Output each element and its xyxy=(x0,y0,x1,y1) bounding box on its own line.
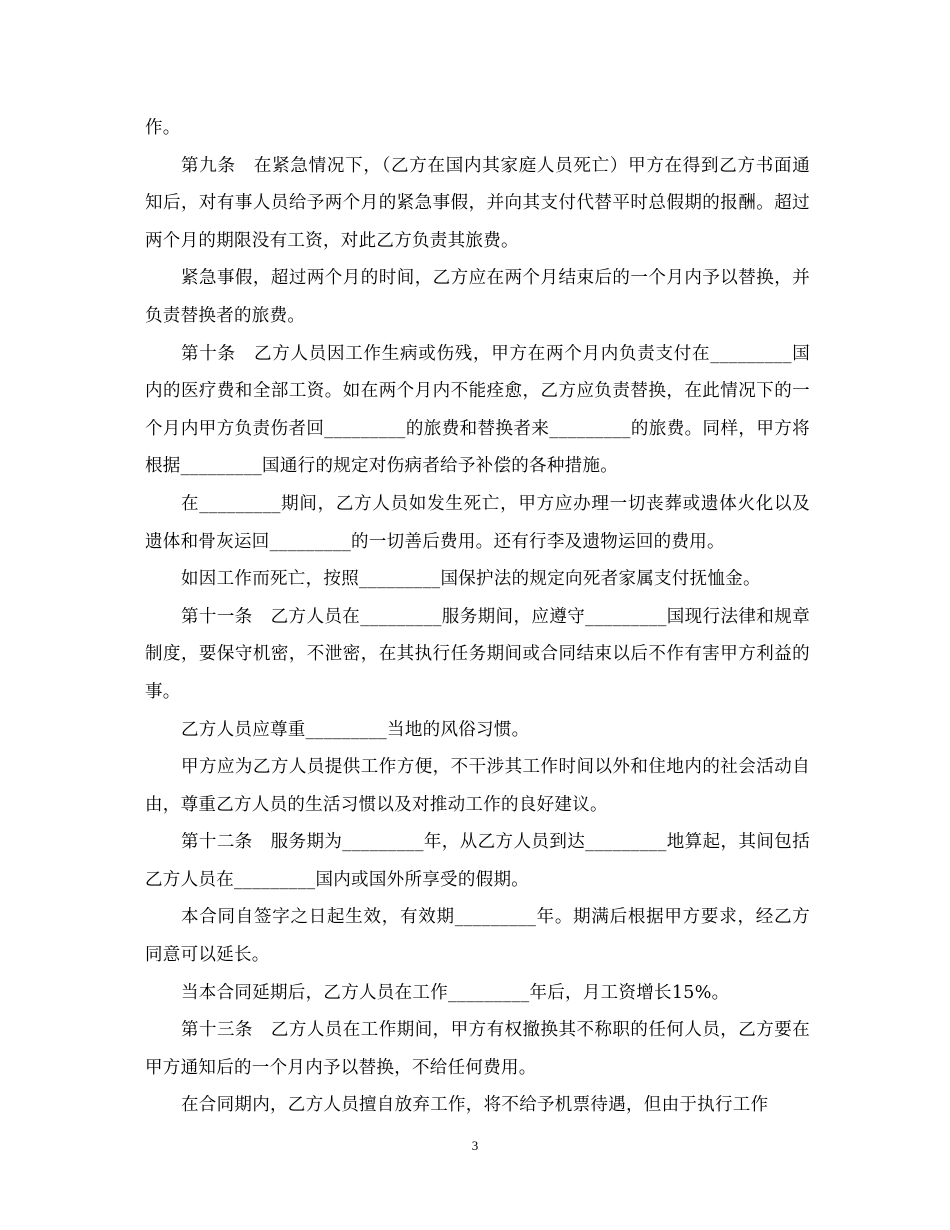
paragraph: 本合同自签字之日起生效，有效期_________年。期满后根据甲方要求，经乙方同意可以延长。 xyxy=(145,907,810,966)
paragraph: 如因工作而死亡，按照_________国保护法的规定向死者家属支付抚恤金。 xyxy=(181,569,761,590)
paragraph: 第十条 乙方人员因工作生病或伤残，甲方在两个月内负责支付在_________国内的医疗费和全部工资。如在两个月内不能痊愈，乙方应负责替换，在此情况下的一个月内甲方负责伤者回_________的旅费和替换者来_________的旅费。同样，甲方将根据_________国通行的规定对伤病者给予补偿的各种措施。 xyxy=(145,343,810,477)
paragraph: 第十三条 乙方人员在工作期间，甲方有权撤换其不称职的任何人员，乙方要在甲方通知后的一个月内予以替换，不给任何费用。 xyxy=(145,1020,810,1078)
paragraph: 作。 xyxy=(145,118,181,138)
page-number: 3 xyxy=(471,1138,479,1153)
paragraph: 在合同期内，乙方人员擅自放弃工作，将不给予机票待遇，但由于执行工作 xyxy=(181,1095,769,1116)
paragraph: 在_________期间，乙方人员如发生死亡，甲方应办理一切丧葬或遗体火化以及遗体和骨灰运回_________的一切善后费用。还有行李及遗物运回的费用。 xyxy=(145,493,810,552)
paragraph: 第十一条 乙方人员在_________服务期间，应遵守_________国现行法律和规章制度，要保守机密，不泄密，在其执行任务期间或合同结束以后不作有害甲方利益的事。 xyxy=(145,606,810,702)
paragraph: 甲方应为乙方人员提供工作方便，不干涉其工作时间以外和住地内的社会活动自由，尊重乙方人员的生活习惯以及对推动工作的良好建议。 xyxy=(145,757,810,815)
paragraph: 第九条 在紧急情况下，（乙方在国内其家庭人员死亡）甲方在得到乙方书面通知后，对有事人员给予两个月的紧急事假，并向其支付代替平时总假期的报酬。超过两个月的期限没有工资，对此乙方负责其旅费。 xyxy=(145,155,810,251)
paragraph: 乙方人员应尊重_________当地的风俗习惯。 xyxy=(181,719,530,740)
document-body xyxy=(145,110,810,1125)
paragraph: 当本合同延期后，乙方人员在工作_________年后，月工资增长15%。 xyxy=(181,982,730,1003)
paragraph: 第十二条 服务期为_________年，从乙方人员到达_________地算起，其间包括乙方人员在_________国内或国外所享受的假期。 xyxy=(145,832,810,890)
paragraph: 紧急事假，超过两个月的时间，乙方应在两个月结束后的一个月内予以替换，并负责替换者的旅费。 xyxy=(145,268,810,326)
